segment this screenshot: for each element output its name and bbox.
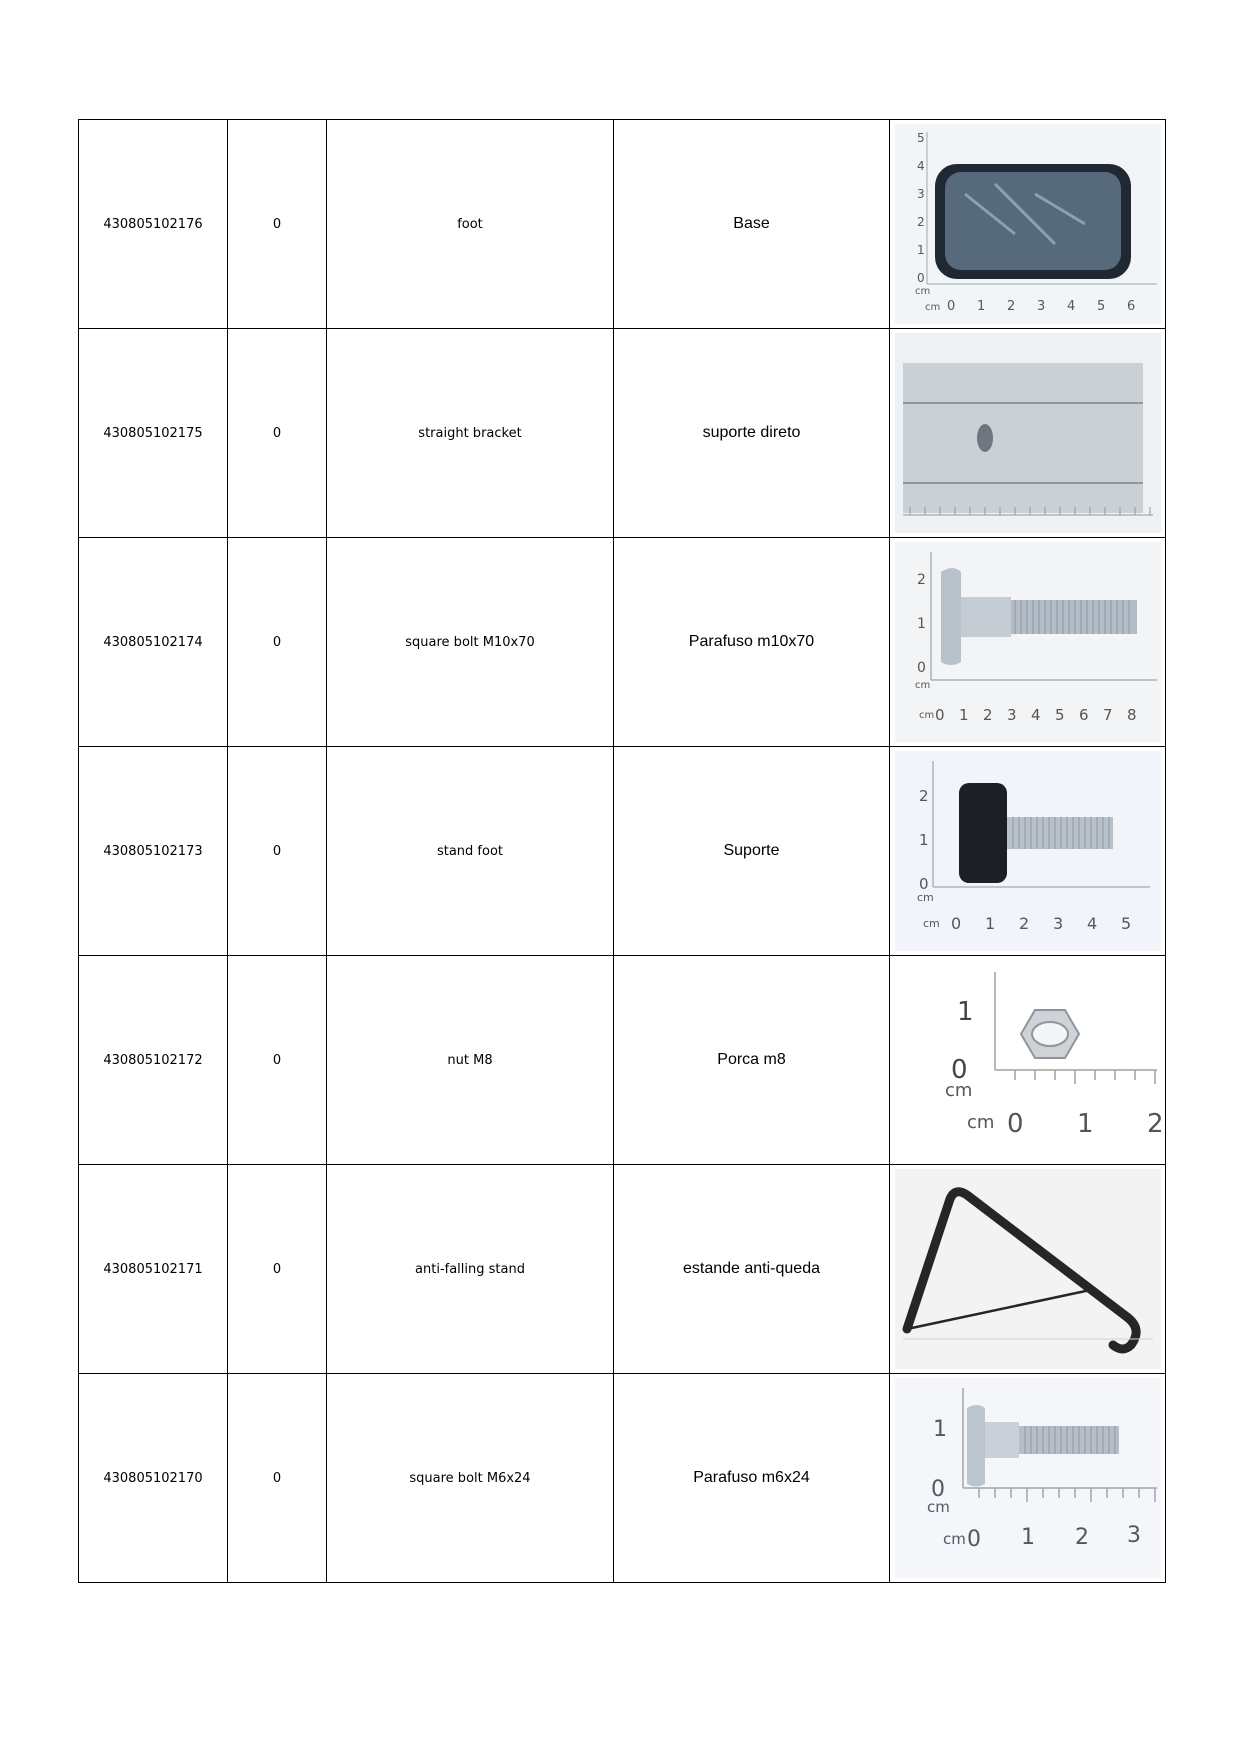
svg-text:5: 5 — [1096, 299, 1105, 314]
svg-text:0: 0 — [930, 1477, 945, 1502]
svg-text:1: 1 — [918, 831, 929, 849]
svg-text:1: 1 — [1020, 1525, 1035, 1550]
part-name-pt: estande anti-queda — [614, 1165, 890, 1374]
svg-text:6: 6 — [1126, 299, 1135, 314]
part-name-en: foot — [327, 120, 614, 329]
part-number: 430805102171 — [79, 1165, 228, 1374]
svg-text:2: 2 — [1006, 299, 1015, 314]
anti-falling-stand-photo — [895, 1169, 1161, 1369]
svg-text:1: 1 — [984, 914, 995, 933]
part-name-en: nut M8 — [327, 956, 614, 1165]
part-number: 430805102176 — [79, 120, 228, 329]
svg-text:cm: cm — [926, 1498, 950, 1516]
svg-text:5: 5 — [1054, 706, 1065, 724]
svg-text:4: 4 — [916, 159, 925, 173]
quantity: 0 — [228, 956, 327, 1165]
part-name-pt: Parafuso m10x70 — [614, 538, 890, 747]
part-name-pt: Parafuso m6x24 — [614, 1374, 890, 1583]
quantity: 0 — [228, 747, 327, 956]
svg-text:1: 1 — [916, 616, 926, 632]
quantity: 0 — [228, 329, 327, 538]
part-photo-cell — [890, 329, 1166, 538]
stand-foot-photo — [895, 751, 1161, 951]
svg-text:cm: cm — [918, 710, 934, 721]
svg-text:3: 3 — [1036, 299, 1045, 314]
svg-text:3: 3 — [1006, 706, 1017, 724]
svg-text:0: 0 — [916, 660, 926, 676]
part-photo-cell — [890, 956, 1166, 1165]
svg-text:1: 1 — [958, 706, 969, 724]
part-number: 430805102175 — [79, 329, 228, 538]
part-photo-cell — [890, 747, 1166, 956]
svg-text:0: 0 — [950, 1055, 968, 1085]
svg-text:0: 0 — [934, 706, 945, 724]
quantity: 0 — [228, 1165, 327, 1374]
table-row — [79, 1374, 1166, 1583]
svg-text:1: 1 — [1076, 1109, 1094, 1139]
quantity: 0 — [228, 1374, 327, 1583]
part-number: 430805102172 — [79, 956, 228, 1165]
square-bolt-m6-photo — [895, 1378, 1161, 1578]
part-name-en: straight bracket — [327, 329, 614, 538]
table-row — [79, 538, 1166, 747]
svg-text:cm: cm — [914, 286, 930, 297]
svg-text:2: 2 — [1146, 1109, 1164, 1139]
svg-text:2: 2 — [1074, 1525, 1089, 1550]
table-row — [79, 1165, 1166, 1374]
part-photo-cell — [890, 1165, 1166, 1374]
svg-text:cm: cm — [966, 1112, 994, 1133]
svg-text:2: 2 — [916, 215, 925, 229]
svg-text:cm: cm — [922, 917, 940, 930]
svg-text:1: 1 — [976, 299, 985, 314]
svg-text:cm: cm — [916, 891, 934, 904]
svg-text:2: 2 — [1018, 914, 1029, 933]
svg-text:4: 4 — [1066, 299, 1075, 314]
svg-text:6: 6 — [1078, 706, 1089, 724]
part-name-en: square bolt M6x24 — [327, 1374, 614, 1583]
svg-text:2: 2 — [982, 706, 993, 724]
svg-text:0: 0 — [950, 914, 961, 933]
part-name-pt: Base — [614, 120, 890, 329]
svg-text:2: 2 — [916, 572, 926, 588]
svg-text:cm: cm — [942, 1530, 966, 1548]
part-name-en: anti-falling stand — [327, 1165, 614, 1374]
part-name-en: square bolt M10x70 — [327, 538, 614, 747]
part-number: 430805102174 — [79, 538, 228, 747]
part-photo-cell — [890, 120, 1166, 329]
part-number: 430805102170 — [79, 1374, 228, 1583]
svg-text:0: 0 — [946, 299, 955, 314]
straight-bracket-photo — [895, 333, 1161, 533]
part-name-pt: suporte direto — [614, 329, 890, 538]
svg-text:0: 0 — [966, 1527, 981, 1552]
svg-text:0: 0 — [918, 875, 929, 893]
part-photo-cell — [890, 1374, 1166, 1583]
svg-text:3: 3 — [1052, 914, 1063, 933]
table-row — [79, 956, 1166, 1165]
part-name-pt: Suporte — [614, 747, 890, 956]
rubber-foot-photo — [895, 124, 1161, 324]
svg-text:7: 7 — [1102, 706, 1113, 724]
svg-text:4: 4 — [1086, 914, 1097, 933]
table-row — [79, 120, 1166, 329]
parts-table — [78, 119, 1166, 1583]
svg-text:cm: cm — [914, 680, 930, 691]
svg-text:4: 4 — [1030, 706, 1041, 724]
svg-text:5: 5 — [916, 131, 925, 145]
svg-text:5: 5 — [1120, 914, 1131, 933]
svg-text:0: 0 — [1006, 1109, 1024, 1139]
hex-nut-photo — [895, 960, 1164, 1160]
part-number: 430805102173 — [79, 747, 228, 956]
svg-text:1: 1 — [932, 1417, 947, 1442]
svg-text:3: 3 — [916, 187, 925, 201]
svg-text:3: 3 — [1126, 1523, 1141, 1548]
svg-text:1: 1 — [916, 243, 925, 257]
svg-text:8: 8 — [1126, 706, 1137, 724]
svg-text:cm: cm — [944, 1080, 972, 1101]
svg-text:cm: cm — [924, 302, 940, 313]
table-row — [79, 747, 1166, 956]
part-name-pt: Porca m8 — [614, 956, 890, 1165]
svg-text:2: 2 — [918, 787, 929, 805]
svg-text:0: 0 — [916, 271, 925, 285]
square-bolt-m10-photo — [895, 542, 1161, 742]
part-name-en: stand foot — [327, 747, 614, 956]
quantity: 0 — [228, 120, 327, 329]
part-photo-cell — [890, 538, 1166, 747]
svg-text:1: 1 — [956, 997, 974, 1027]
table-row — [79, 329, 1166, 538]
quantity: 0 — [228, 538, 327, 747]
